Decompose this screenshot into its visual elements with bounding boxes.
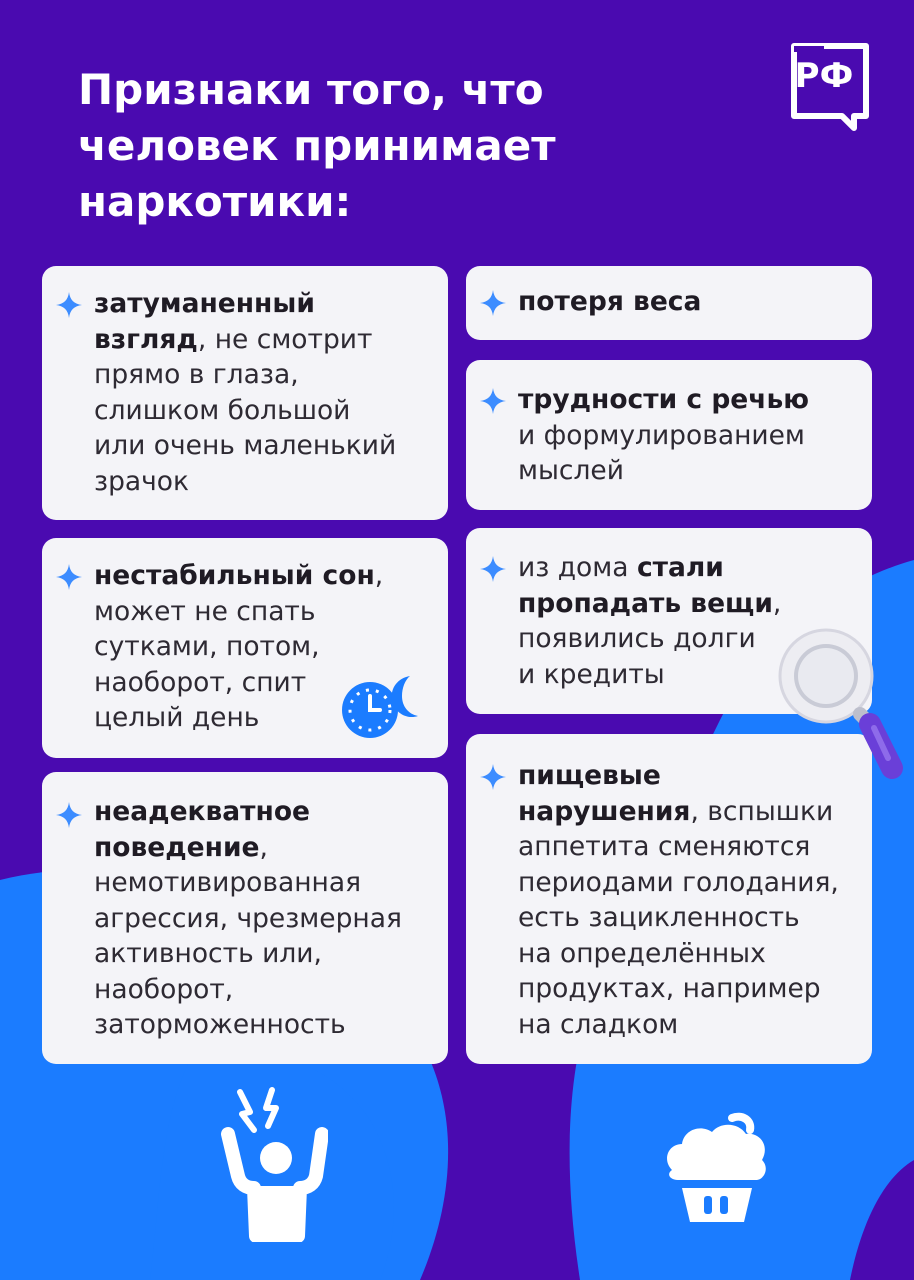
card-line [94,830,402,866]
card-line: зрачок [94,465,190,497]
card-line: и кредиты [518,658,665,690]
bold-text: поведение [94,831,260,863]
card-line [94,286,396,322]
card-line [518,794,839,830]
card-line: наоборот, спит [94,666,307,698]
card-speech [466,360,872,510]
bold-text: нестабильный сон [94,560,375,591]
clock-moon-icon [338,670,430,742]
bold-text: пищевые [518,760,661,791]
bold-text: неадекватное [94,796,311,827]
card-line: на сладком [518,1008,679,1040]
card-line: периодами голодания, [518,866,839,898]
text: , не смотрит [197,323,373,355]
text: , [374,560,384,591]
card-line: есть зацикленность [518,902,800,933]
star-icon [480,290,506,316]
bold-text: нарушения [518,795,691,827]
star-icon [480,556,506,582]
star-icon [56,564,82,590]
card-line: или очень маленький [94,430,397,461]
card-behavior [42,772,448,1064]
card-line [94,558,383,594]
bold-text: пропадать вещи [518,587,773,619]
title-line: Признаки того, что [78,65,544,114]
title-line: человек принимает [78,121,556,170]
card-eyes [42,266,448,520]
card-line [94,322,396,358]
card-line: сутками, потом, [94,631,320,662]
card-line [94,794,402,830]
magnifier-icon [770,620,904,786]
bold-text: потеря веса [518,286,702,317]
card-sleep [42,538,448,758]
card-line: продуктах, например [518,973,821,1004]
card-line: мыслей [518,455,624,486]
card-weight [466,266,872,340]
text: , [259,831,268,863]
bold-text: взгляд [94,323,198,355]
rf-logo [786,40,876,132]
title-line: наркотики: [78,177,352,226]
bold-text: стали [636,552,724,583]
text: , [772,587,782,619]
text: из дома [518,552,637,583]
card-line [518,284,701,320]
bold-text: затуманенный [94,288,315,319]
star-icon [56,292,82,318]
page-title [78,62,718,230]
star-icon [56,802,82,828]
card-line [518,550,781,586]
star-icon [480,388,506,414]
card-line [518,586,781,622]
card-line: на определённых [518,937,766,969]
card-line: немотивированная [94,867,362,898]
card-line: и формулированием [518,419,805,451]
card-line: заторможенность [94,1009,346,1040]
card-line: целый день [94,702,260,733]
stressed-person-icon [210,1086,328,1242]
star-icon [480,764,506,790]
text: , вспышки [690,795,834,827]
card-line: прямо в глаза, [94,359,299,390]
logo-text: РФ [794,56,854,96]
bold-text: трудности с речью [518,384,809,415]
card-line: слишком большой [94,394,351,426]
muffin-icon [658,1110,774,1226]
card-line: аппетита сменяются [518,831,811,862]
card-line: может не спать [94,595,316,627]
card-line [518,382,809,418]
card-line: появились долги [518,623,756,654]
card-line: активность или, [94,938,322,969]
card-line: агрессия, чрезмерная [94,902,402,934]
card-line: наоборот, [94,973,234,1005]
